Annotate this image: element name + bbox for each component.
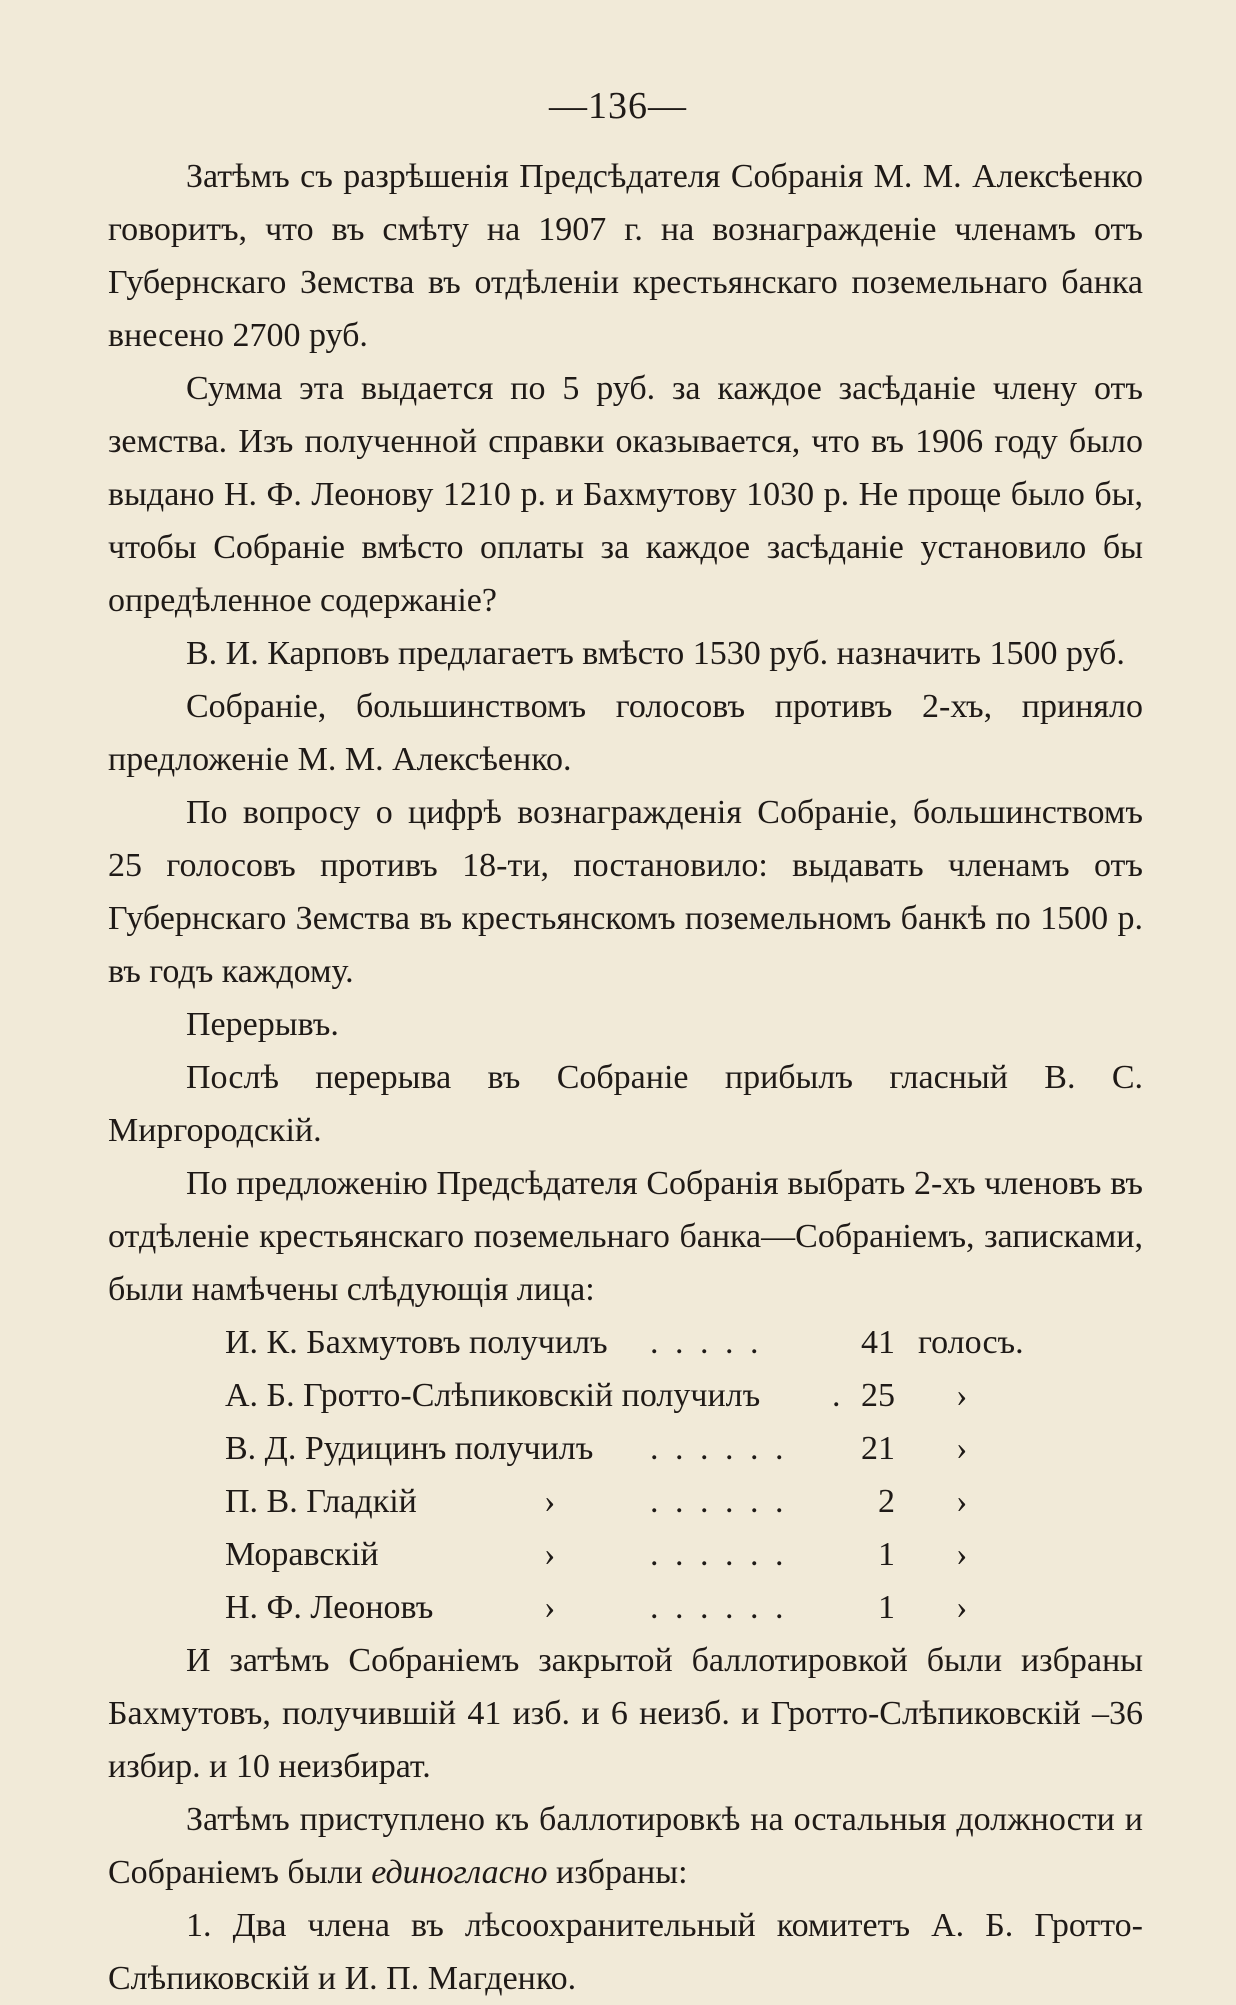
candidate-name: В. Д. Рудицинъ получилъ — [225, 1430, 594, 1467]
list-item — [108, 1581, 1143, 1634]
paragraph-3: В. И. Карповъ предлагаетъ вмѣсто 1530 руб. назначить 1500 руб. — [186, 635, 1125, 672]
leader-dots: . . . . . . — [650, 1430, 788, 1467]
paragraph-2: Сумма эта выдается по 5 руб. за каждое засѣданіе члену отъ земства. Изъ полученной справки оказывается, что въ 1906 году было выдано Н. Ф. Леонову 1210 р. и Бахмутову 1030 р. Не проще было бы, чтобы Собраніе вмѣсто оплаты за каждое засѣданіе установило бы опредѣленное содержаніе? — [108, 370, 1143, 619]
candidate-name: А. Б. Гротто-Слѣпиковскій получилъ — [225, 1377, 761, 1414]
paragraph-4: Собраніе, большинствомъ голосовъ противъ 2-хъ, приняло предложеніе М. М. Алексѣенко. — [108, 688, 1143, 778]
paragraph-7: Послѣ перерыва въ Собраніе прибылъ гласный В. С. Миргородскій. — [108, 1059, 1143, 1149]
leader-dots: . — [832, 1377, 841, 1414]
paragraph-9: И затѣмъ Собраніемъ закрытой баллотировкой были избраны Бахмутовъ, получившій 41 изб. и 6 неизб. и Гротто-Слѣпиковскій –36 избир. и 10 неизбират. — [108, 1642, 1143, 1785]
ballot-italic-word: единогласно — [371, 1854, 548, 1891]
list-item — [108, 1475, 1143, 1528]
vote-count: 1 — [878, 1589, 895, 1626]
paragraph-10 — [108, 1793, 1143, 1899]
vote-unit: › — [956, 1589, 968, 1626]
vote-count: 25 — [861, 1377, 895, 1414]
vote-count: 1 — [878, 1536, 895, 1573]
vote-count: 21 — [861, 1430, 895, 1467]
leader-dots: . . . . . — [650, 1324, 763, 1361]
vote-unit: › — [956, 1483, 968, 1520]
ballot-text-before: Затѣмъ приступлено къ баллотировкѣ на остальныя должности и Собраніемъ были — [108, 1801, 1143, 1891]
ballot-text-after: избраны: — [547, 1854, 688, 1891]
paragraph-11: 1. Два члена въ лѣсоохранительный комитетъ А. Б. Гротто-Слѣпиковскій и И. П. Магденко. — [108, 1907, 1143, 1997]
vote-count: 2 — [878, 1483, 895, 1520]
list-item — [108, 1528, 1143, 1581]
list-item — [108, 1422, 1143, 1475]
repeat-mark: › — [544, 1536, 556, 1573]
repeat-mark: › — [544, 1483, 556, 1520]
vote-count: 41 — [861, 1324, 895, 1361]
vote-unit: › — [956, 1430, 968, 1467]
leader-dots: . . . . . . — [650, 1483, 788, 1520]
candidate-name: П. В. Гладкій — [225, 1483, 417, 1520]
leader-dots: . . . . . . — [650, 1589, 788, 1626]
candidate-name: Н. Ф. Леоновъ — [225, 1589, 434, 1626]
candidate-vote-list — [108, 1316, 1143, 1634]
repeat-mark: › — [544, 1589, 556, 1626]
paragraph-6: Перерывъ. — [186, 1006, 339, 1043]
paragraph-1: Затѣмъ съ разрѣшенія Предсѣдателя Собранія М. М. Алексѣенко говоритъ, что въ смѣту на 1907 г. на вознагражденіе членамъ отъ Губернскаго Земства въ отдѣленіи крестьянскаго поземельнаго банка внесено 2700 руб. — [108, 158, 1143, 354]
vote-unit: › — [956, 1536, 968, 1573]
vote-unit: голосъ. — [918, 1324, 1024, 1361]
paragraph-8: По предложенію Предсѣдателя Собранія выбрать 2-хъ членовъ въ отдѣленіе крестьянскаго поземельнаго банка—Собраніемъ, записками, были намѣчены слѣдующія лица: — [108, 1165, 1143, 1308]
page-number: —136— — [549, 85, 687, 127]
paragraph-5: По вопросу о цифрѣ вознагражденія Собраніе, большинствомъ 25 голосовъ противъ 18-ти, постановило: выдавать членамъ отъ Губернскаго Земства въ крестьянскомъ поземельномъ банкѣ по 1500 р. въ годъ каждому. — [108, 794, 1143, 990]
leader-dots: . . . . . . — [650, 1536, 788, 1573]
list-item — [108, 1316, 1143, 1369]
list-item — [108, 1369, 1143, 1422]
candidate-name: И. К. Бахмутовъ получилъ — [225, 1324, 608, 1361]
page-text — [108, 150, 1143, 2005]
vote-unit: › — [956, 1377, 968, 1414]
candidate-name: Моравскій — [225, 1536, 379, 1573]
